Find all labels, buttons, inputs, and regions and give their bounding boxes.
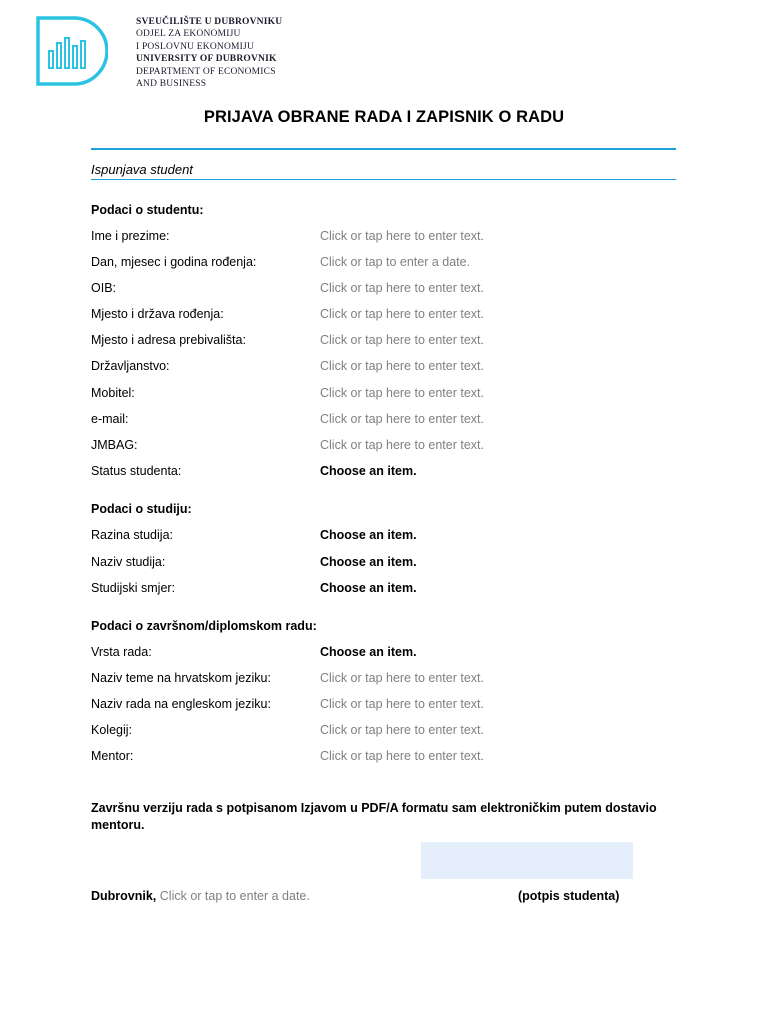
divider xyxy=(91,148,676,150)
jmbag-input[interactable]: Click or tap here to enter text. xyxy=(320,438,484,452)
institution-line: AND BUSINESS xyxy=(136,79,207,90)
field-title-english xyxy=(91,697,676,715)
student-status-dropdown[interactable]: Choose an item. xyxy=(320,464,417,478)
field-label: Ime i prezime: xyxy=(91,229,170,243)
study-data-heading: Podaci o studiju: xyxy=(91,502,192,516)
field-residence xyxy=(91,333,676,351)
field-course xyxy=(91,723,676,741)
field-label: Naziv rada na engleskom jeziku: xyxy=(91,697,271,711)
birth-date-picker[interactable]: Click or tap to enter a date. xyxy=(320,255,471,269)
university-logo xyxy=(36,16,108,86)
email-input[interactable]: Click or tap here to enter text. xyxy=(320,412,484,426)
field-label: Naziv studija: xyxy=(91,555,166,569)
institution-line: UNIVERSITY OF DUBROVNIK xyxy=(136,54,277,65)
document-title: PRIJAVA OBRANE RADA I ZAPISNIK O RADU xyxy=(203,108,565,126)
field-label: JMBAG: xyxy=(91,438,138,452)
study-level-dropdown[interactable]: Choose an item. xyxy=(320,528,417,542)
field-label: Studijski smjer: xyxy=(91,581,176,595)
field-topic-croatian xyxy=(91,671,676,689)
field-label: Status studenta: xyxy=(91,464,182,478)
submission-statement: Završnu verziju rada s potpisanom Izjavom u PDF/A formatu sam elektroničkim putem dostavio mentoru. xyxy=(91,801,657,832)
field-oib xyxy=(91,281,676,299)
signing-date-picker[interactable]: Click or tap to enter a date. xyxy=(159,889,310,903)
full-name-input[interactable]: Click or tap here to enter text. xyxy=(320,229,484,243)
field-mentor xyxy=(91,749,676,767)
field-study-name xyxy=(91,555,676,573)
mentor-input[interactable]: Click or tap here to enter text. xyxy=(320,749,484,763)
field-label: OIB: xyxy=(91,281,117,295)
field-label: Vrsta rada: xyxy=(91,645,152,659)
field-label: Mentor: xyxy=(91,749,134,763)
field-label: Mjesto i adresa prebivališta: xyxy=(91,333,246,347)
field-study-level xyxy=(91,528,676,546)
field-full-name xyxy=(91,229,676,247)
field-label: e-mail: xyxy=(91,412,129,426)
institution-line: I POSLOVNU EKONOMIJU xyxy=(136,41,254,52)
field-email xyxy=(91,412,676,430)
field-jmbag xyxy=(91,438,676,456)
student-data-heading: Podaci o studentu: xyxy=(91,203,204,217)
signature-field[interactable] xyxy=(421,842,633,879)
thesis-data-heading: Podaci o završnom/diplomskom radu: xyxy=(91,619,317,633)
field-citizenship xyxy=(91,359,676,377)
field-label: Mjesto i država rođenja: xyxy=(91,307,224,321)
field-birth-date xyxy=(91,255,676,273)
field-mobile xyxy=(91,386,676,404)
topic-croatian-input[interactable]: Click or tap here to enter text. xyxy=(320,671,484,685)
residence-input[interactable]: Click or tap here to enter text. xyxy=(320,333,484,347)
field-label: Kolegij: xyxy=(91,723,132,737)
place-date-line xyxy=(91,889,310,903)
field-student-status xyxy=(91,464,676,482)
city-label: Dubrovnik, xyxy=(91,889,157,903)
section-label: Ispunjava student xyxy=(91,162,193,177)
divider xyxy=(91,179,676,180)
field-label: Državljanstvo: xyxy=(91,359,170,373)
institution-line: DEPARTMENT OF ECONOMICS xyxy=(136,66,276,77)
study-track-dropdown[interactable]: Choose an item. xyxy=(320,581,417,595)
field-label: Mobitel: xyxy=(91,386,135,400)
signature-label: (potpis studenta) xyxy=(518,889,620,903)
field-label: Razina studija: xyxy=(91,528,173,542)
field-thesis-type xyxy=(91,645,676,663)
institution-line: SVEUČILIŠTE U DUBROVNIKU xyxy=(136,17,283,27)
field-label: Dan, mjesec i godina rođenja: xyxy=(91,255,257,269)
course-input[interactable]: Click or tap here to enter text. xyxy=(320,723,484,737)
title-english-input[interactable]: Click or tap here to enter text. xyxy=(320,697,484,711)
institution-line: ODJEL ZA EKONOMIJU xyxy=(136,29,241,40)
mobile-input[interactable]: Click or tap here to enter text. xyxy=(320,386,484,400)
field-label: Naziv teme na hrvatskom jeziku: xyxy=(91,671,271,685)
study-name-dropdown[interactable]: Choose an item. xyxy=(320,555,417,569)
citizenship-input[interactable]: Click or tap here to enter text. xyxy=(320,359,484,373)
thesis-type-dropdown[interactable]: Choose an item. xyxy=(320,645,417,659)
institution-name xyxy=(136,16,282,90)
birth-place-input[interactable]: Click or tap here to enter text. xyxy=(320,307,484,321)
field-birth-place xyxy=(91,307,676,325)
oib-input[interactable]: Click or tap here to enter text. xyxy=(320,281,484,295)
field-study-track xyxy=(91,581,676,599)
